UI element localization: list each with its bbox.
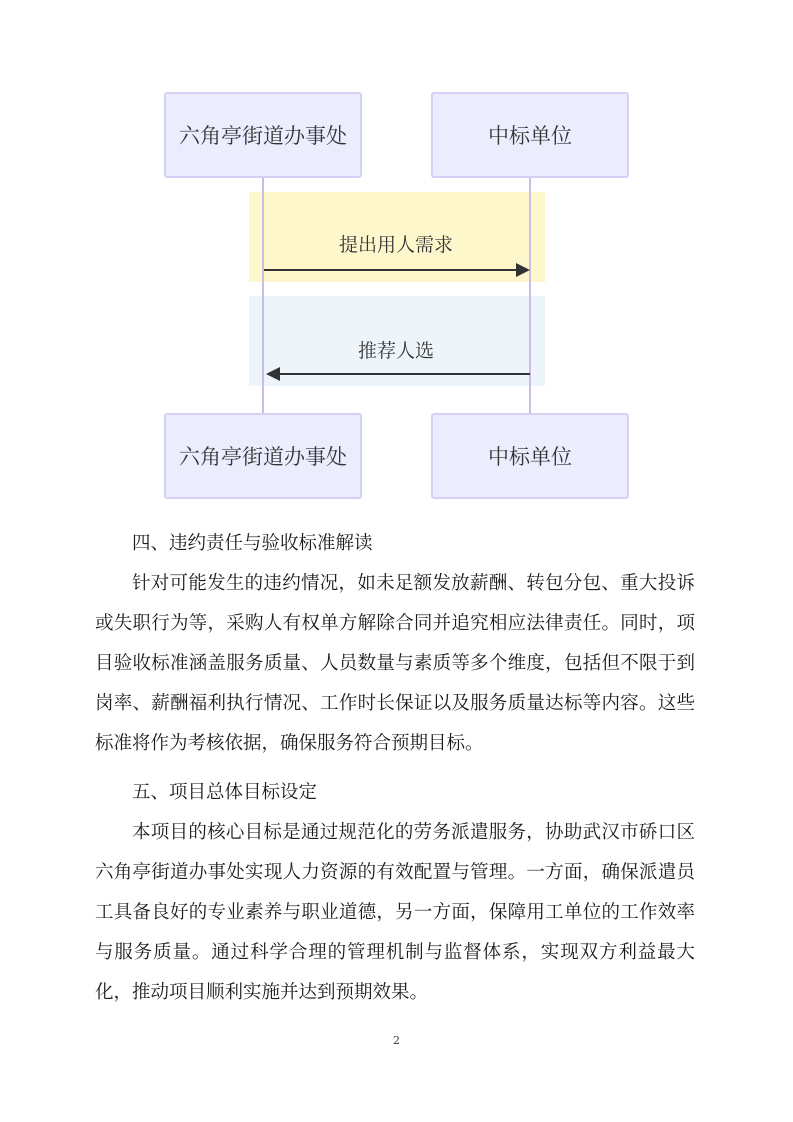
actor-bottom-left: 六角亭街道办事处 [164, 413, 362, 499]
section-4-body: 针对可能发生的违约情况，如未足额发放薪酬、转包分包、重大投诉或失职行为等，采购人有权单方解除合同并追究相应法律责任。同时，项目验收标准涵盖服务质量、人员数量与素质等多个维度，包括但不限于到岗率、薪酬福利执行情况、工作时长保证以及服务质量达标等内容。这些标准将作为考核依据，确保服务符合预期目标。 [95, 573, 695, 754]
section-4-heading: 四、违约责任与验收标准解读 [132, 533, 373, 554]
sequence-diagram [0, 0, 793, 510]
message-label-request: 提出用人需求 [338, 234, 453, 256]
section-5-heading: 五、项目总体目标设定 [132, 782, 318, 803]
actor-bottom-right: 中标单位 [431, 413, 629, 499]
actor-top-left: 六角亭街道办事处 [164, 92, 362, 178]
section-5-body: 本项目的核心目标是通过规范化的劳务派遣服务，协助武汉市硚口区六角亭街道办事处实现人力资源的有效配置与管理。一方面，确保派遣员工具备良好的专业素养与职业道德，另一方面，保障用工单位的工作效率与服务质量。通过科学合理的管理机制与监督体系，实现双方利益最大化，推动项目顺利实施并达到预期效果。 [95, 822, 695, 1003]
message-arrow-request [262, 260, 534, 280]
actor-top-right: 中标单位 [431, 92, 629, 178]
message-arrow-recommend [262, 364, 534, 384]
page-number: 2 [393, 1034, 400, 1047]
message-label-recommend: 推荐人选 [357, 340, 434, 362]
